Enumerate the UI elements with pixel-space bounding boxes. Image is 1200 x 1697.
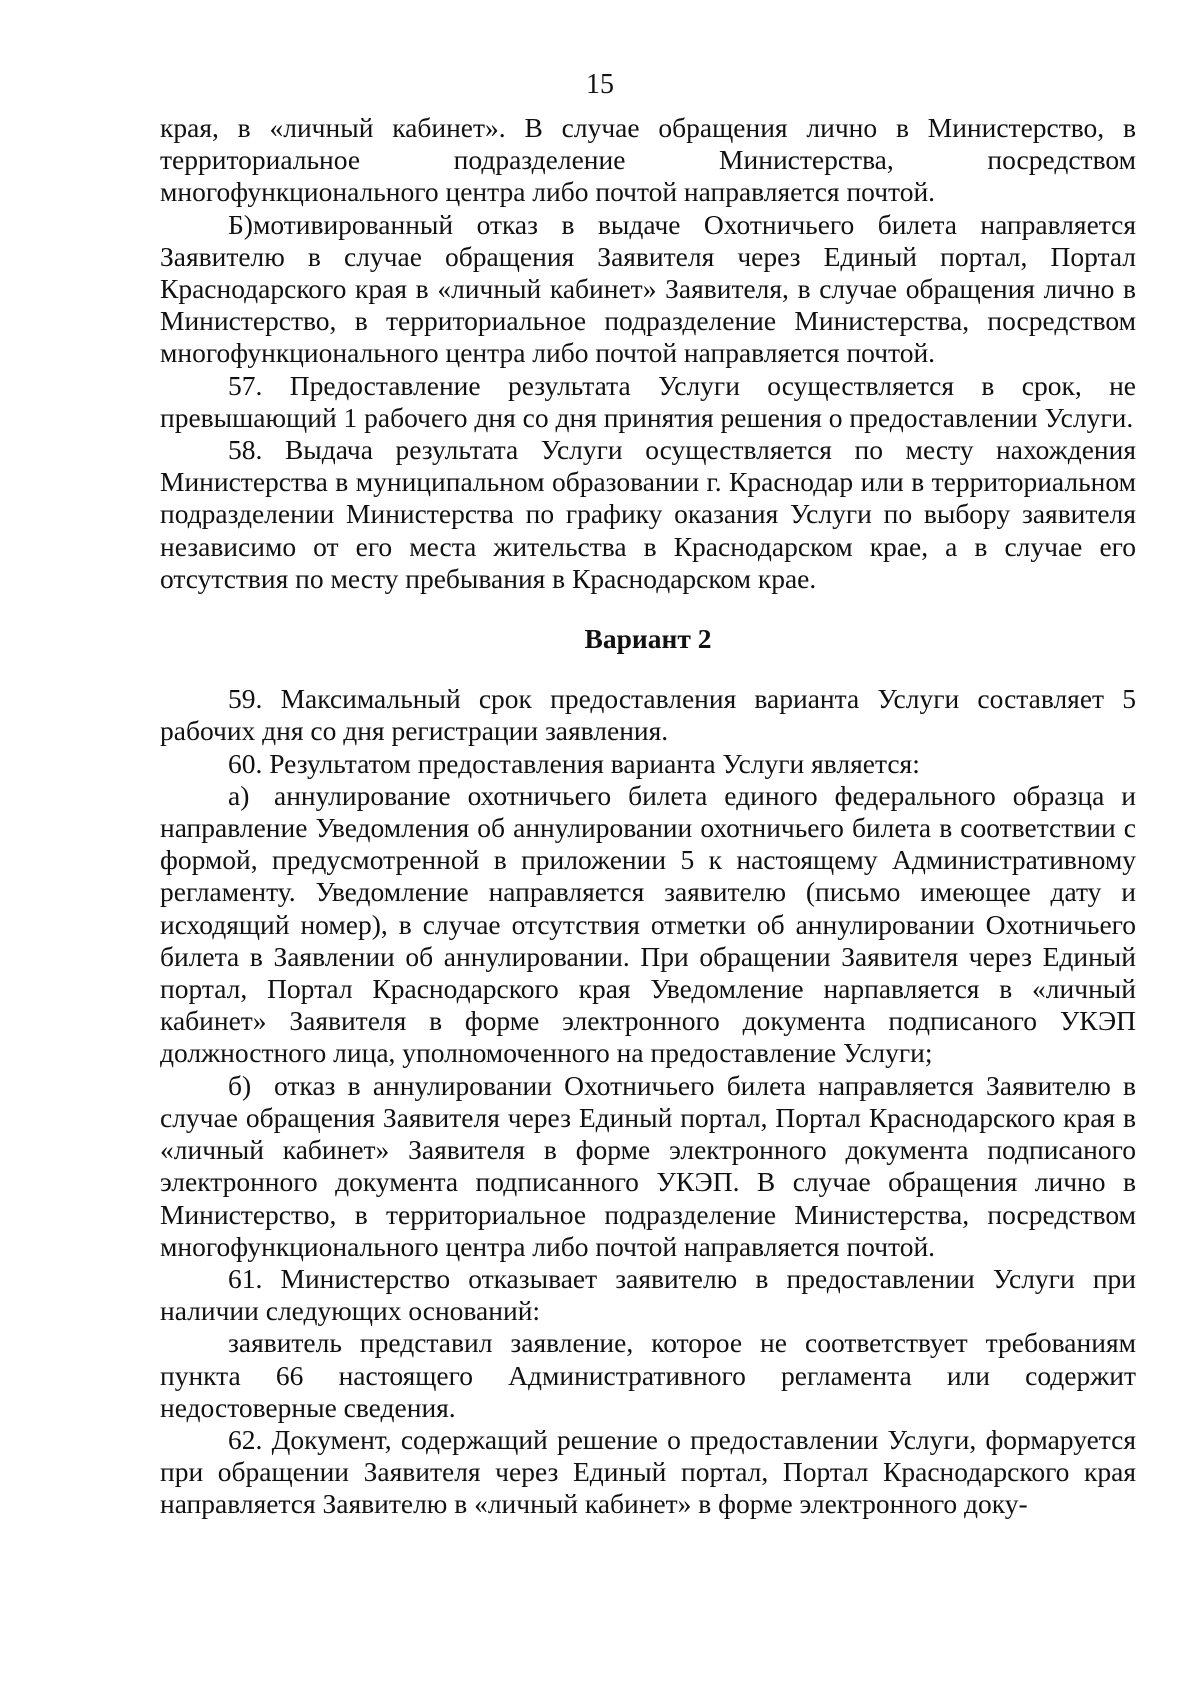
list-marker-a: а) (228, 779, 250, 811)
paragraph-refusal: Б)мотивированный отказ в выдаче Охотничьего билета направляется Заявителю в случае обращения Заявителя через Единый портал, Портал Краснодарского края в «личный кабинет» Заявителя, в случае обращения лично в Министерство, в территориальное подразделение Министерства, посредством многофункционального центра либо почтой направляется почтой. (160, 208, 1136, 369)
section-heading: Вариант 2 (584, 623, 712, 655)
paragraph-continuation: края, в «личный кабинет». В случае обращения лично в Министерство, в территориальное подразделение Министерства, посредством многофункционального центра либо почтой направляется почтой. (160, 112, 1136, 208)
paragraph-62: 62. Документ, содержащий решение о предоставлении Услуги, формаруется при обращении Заявителя через Единый портал, Портал Краснодарского края направляется Заявителю в «личный кабинет» в форме электронного доку- (160, 1423, 1136, 1520)
paragraph-57: 57. Предоставление результата Услуги осуществляется в срок, не превышающий 1 рабочего дня со дня принятия решения о предоставлении Услуги. (160, 369, 1136, 433)
paragraph-59: 59. Максимальный срок предоставления варианта Услуги составляет 5 рабочих дня со дня регистрации заявления. (160, 683, 1136, 747)
paragraph-58: 58. Выдача результата Услуги осуществляется по месту нахождения Министерства в муниципальном образовании г. Краснодар или в территориальном подразделении Министерства по графику оказания Услуги по выбору заявителя независимо от его места жительства в Краснодарском крае, а в случае его отсутствия по месту пребывания в Краснодарском крае. (160, 434, 1136, 594)
paragraph-60: 60. Результатом предоставления варианта Услуги является: (228, 747, 920, 779)
list-item-b (160, 1070, 1136, 1263)
list-text-a: аннулирование охотничьего билета единого федерального образца и направление Уведомления об аннулировании охотничьего билета в соответствии с формой, предусмотренной в приложении 5 к настоящему Административному регламенту. Уведомление направляется заявителю (письмо имеющее дату и исходящий номер), в случае отсутствия отметки об аннулировании Охотничьего билета в Заявлении об аннулировании. При обращении Заявителя через Единый портал, Портал Краснодарского края Уведомление нарпавляется в «личный кабинет» Заявителя в форме электронного документа подписаного УКЭП должностного лица, уполномоченного на предоставление Услуги; (160, 779, 1136, 1069)
list-item-a (160, 780, 1136, 1070)
document-body (160, 112, 1136, 1521)
paragraph-61: 61. Министерство отказывает заявителю в предоставлении Услуги при наличии следующих оснований: (160, 1262, 1136, 1327)
list-marker-b: б) (228, 1069, 252, 1101)
list-text-b: отказ в аннулировании Охотничьего билета направляется Заявителю в случае обращения Заявителя через Единый портал, Портал Краснодарского края в «личный кабинет» Заявителя в форме электронного документа подписаного электронного документа подписанного УКЭП. В случае обращения лично в Министерство, в территориальное подразделение Министерства, посредством многофункционального центра либо почтой направляется почтой. (160, 1069, 1136, 1262)
page-number: 15 (586, 69, 614, 100)
paragraph-61-reason: заявитель представил заявление, которое не соответствует требованиям пункта 66 настоящего Административного регламента или содержит недостоверные сведения. (160, 1327, 1136, 1423)
